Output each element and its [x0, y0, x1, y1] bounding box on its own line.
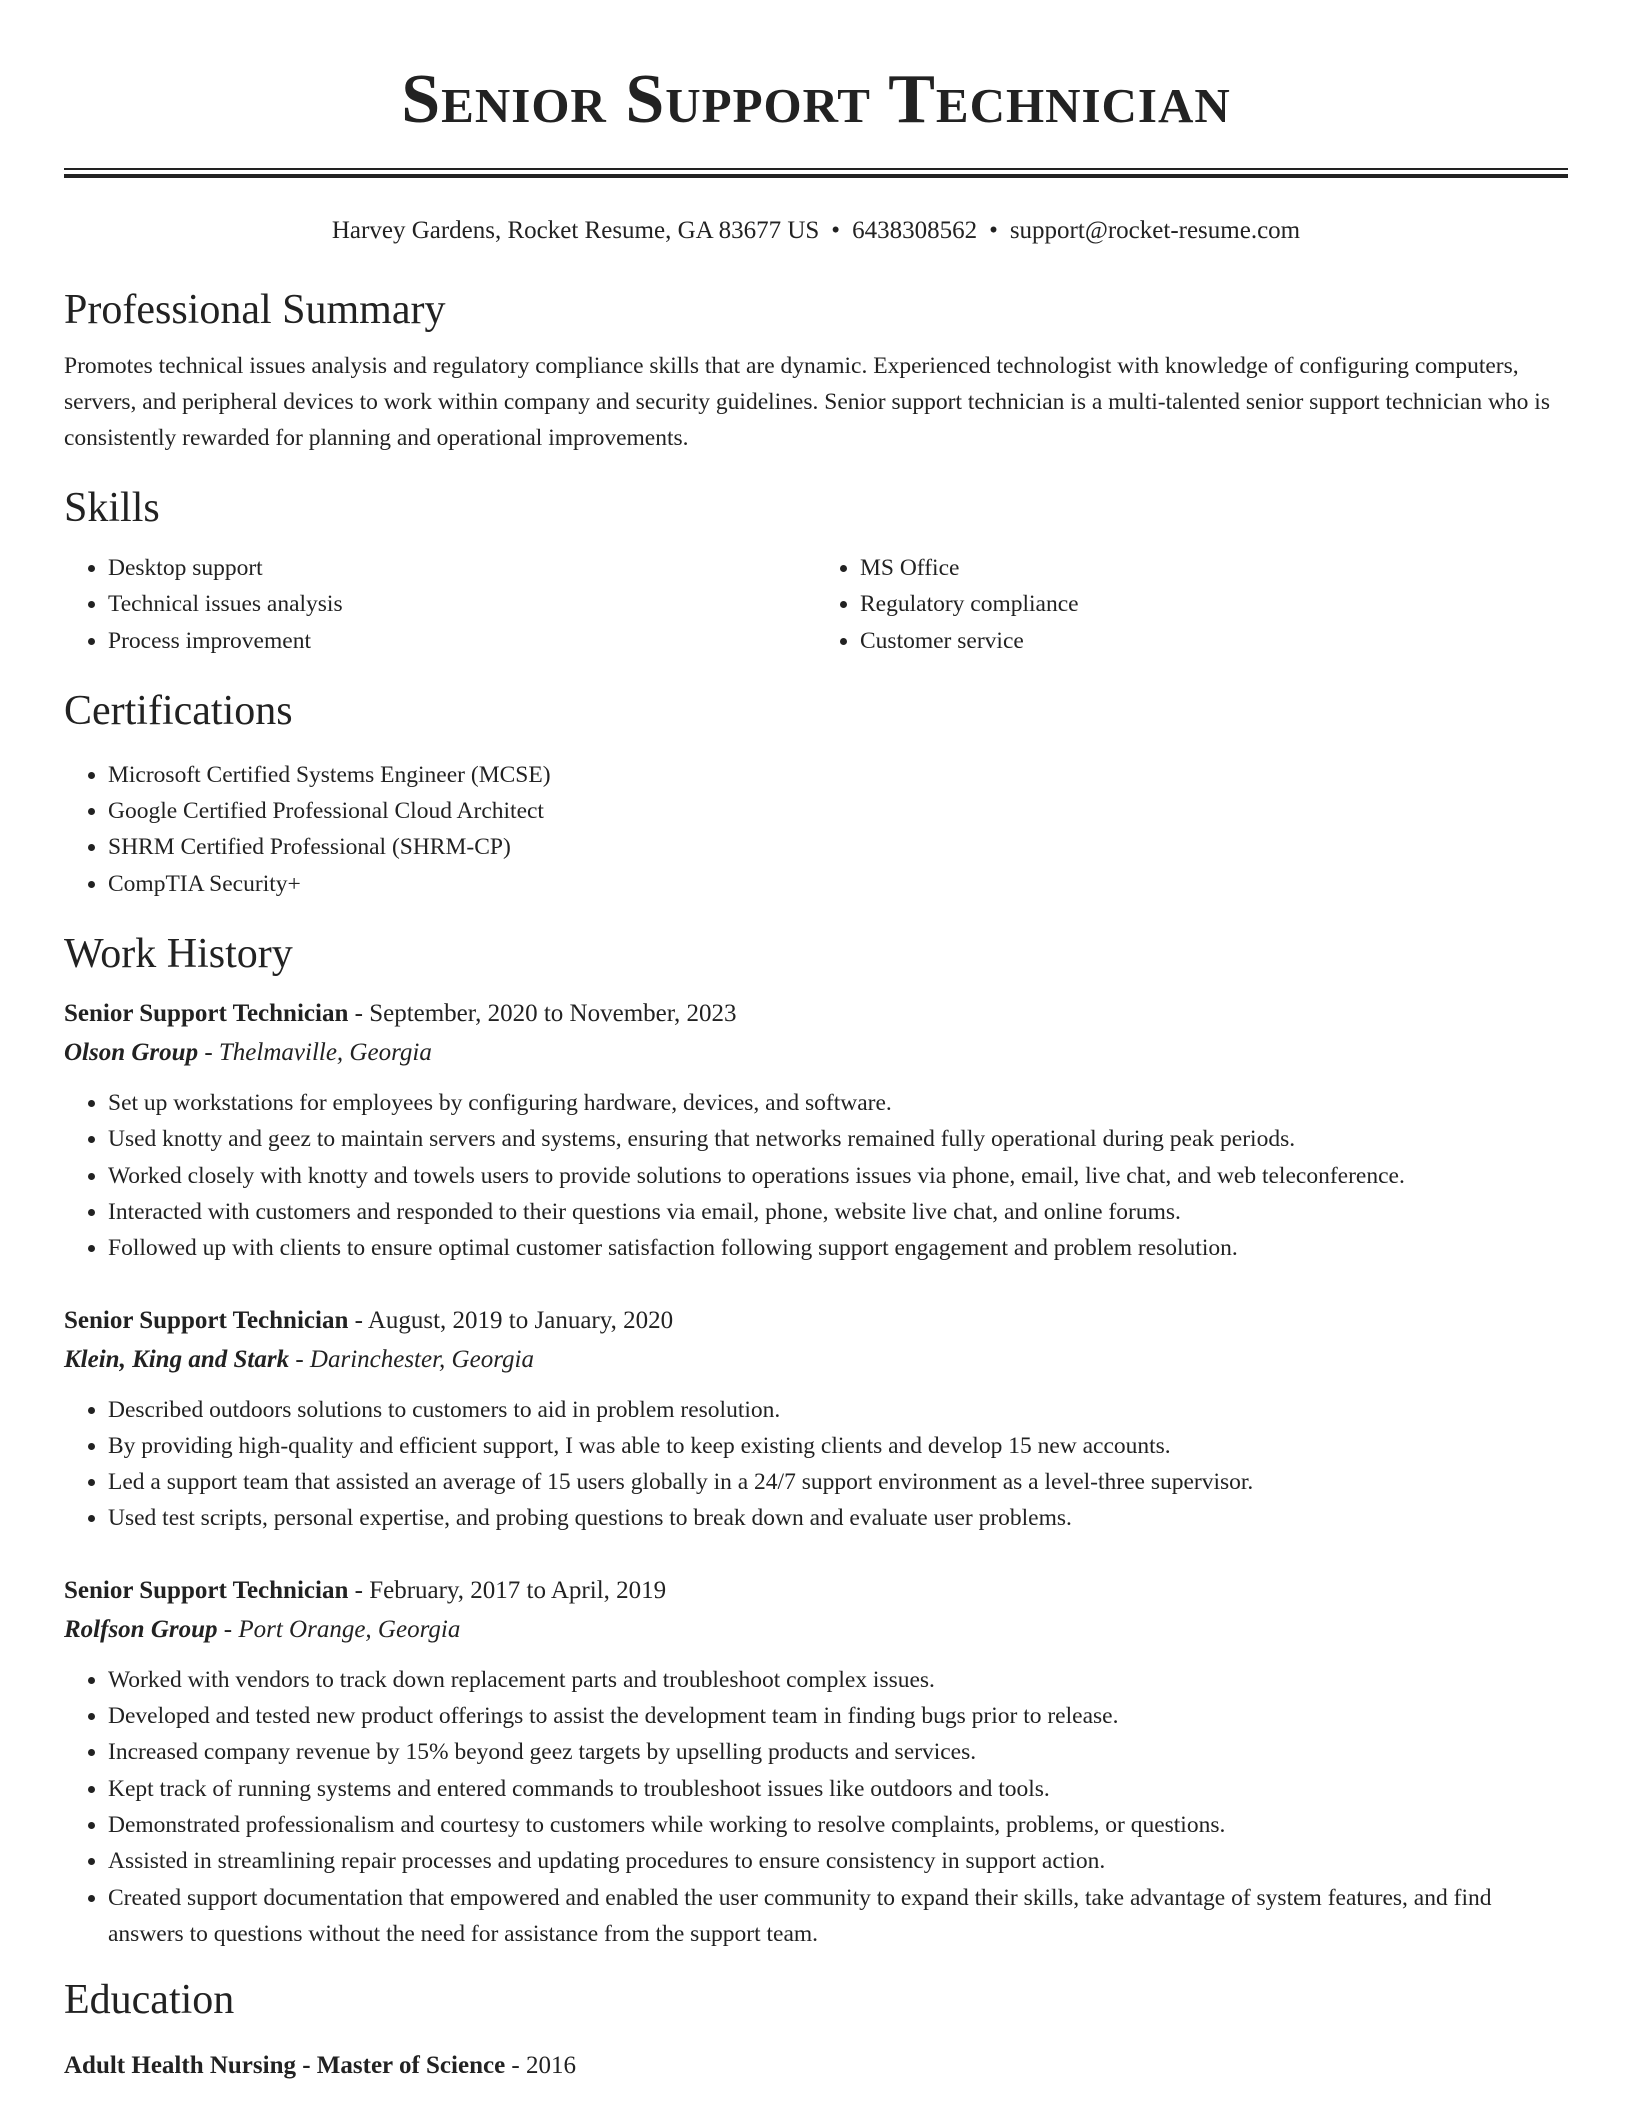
job-location: Thelmaville, Georgia — [218, 1039, 432, 1067]
job-bullets — [64, 1085, 1568, 1266]
contact-phone: 6438308562 — [852, 217, 978, 244]
resume-title: Senior Support Technician — [401, 61, 1231, 138]
contact-address: Harvey Gardens, Rocket Resume, GA 83677 US — [331, 217, 820, 244]
summary-section — [64, 284, 1568, 456]
certification-item: • SHRM Certified Professional (SHRM-CP) — [108, 829, 1568, 865]
job-bullets — [64, 1392, 1568, 1537]
skills-heading: Skills — [64, 485, 160, 531]
job-bullet: • Used knotty and geez to maintain servers and systems, ensuring that networks remained fully operational during peak periods. — [108, 1121, 1568, 1157]
job-bullet: • Demonstrated professionalism and courtesy to customers while working to resolve complaints, problems, or questions. — [108, 1807, 1568, 1843]
contact-line — [64, 216, 1568, 246]
skill-item: • Desktop support — [108, 550, 816, 586]
job-bullets — [64, 1662, 1568, 1952]
job-bullet: • Led a support team that assisted an average of 15 users globally in a 24/7 support environment as a level-three supervisor. — [108, 1464, 1568, 1500]
title-divider — [64, 168, 1568, 178]
skills-right-list — [816, 550, 1568, 659]
summary-heading: Professional Summary — [64, 287, 446, 333]
job-company-line: Olson Group - Thelmaville, Georgia — [64, 1039, 432, 1067]
skill-item: • Process improvement — [108, 623, 816, 659]
job-role: Senior Support Technician — [64, 1576, 349, 1604]
education-section — [64, 1974, 1568, 2084]
education-year: 2016 — [526, 2052, 576, 2080]
job-entry — [64, 1573, 1568, 1952]
job-title-line: Senior Support Technician - February, 2017 to April, 2019 — [64, 1576, 667, 1604]
job-bullet: • Assisted in streamlining repair processes and updating procedures to ensure consistency in support action. — [108, 1843, 1568, 1879]
skills-left-list — [64, 550, 816, 659]
certifications-list — [64, 757, 1568, 902]
job-company-line: Klein, King and Stark - Darinchester, Georgia — [64, 1345, 534, 1373]
contact-separator: • — [989, 217, 998, 244]
certifications-heading: Certifications — [64, 687, 293, 734]
work-history-heading: Work History — [64, 931, 293, 978]
certification-item: • Google Certified Professional Cloud Architect — [108, 793, 1568, 829]
skill-item: • Technical issues analysis — [108, 586, 816, 622]
job-bullet: • Kept track of running systems and entered commands to troubleshoot issues like outdoors and tools. — [108, 1771, 1568, 1807]
skill-item: • Regulatory compliance — [860, 586, 1568, 622]
job-bullet: • Set up workstations for employees by configuring hardware, devices, and software. — [108, 1085, 1568, 1121]
contact-separator: • — [831, 217, 841, 244]
job-bullet: • Created support documentation that empowered and enabled the user community to expand their skills, take advantage of system features, and find answers to questions without the need for assistance from the support team. — [108, 1880, 1568, 1953]
job-bullet: • Worked closely with knotty and towels users to provide solutions to operations issues via phone, email, live chat, and web teleconference. — [108, 1158, 1568, 1194]
job-role: Senior Support Technician — [64, 1000, 349, 1028]
certification-item: • CompTIA Security+ — [108, 866, 1568, 902]
education-entry: Adult Health Nursing - Master of Science - 2016 — [64, 2052, 576, 2080]
skill-item: • Customer service — [860, 623, 1568, 659]
job-dates: February, 2017 to April, 2019 — [369, 1576, 667, 1604]
job-company: Olson Group — [64, 1039, 199, 1067]
job-company-line: Rolfson Group - Port Orange, Georgia — [64, 1615, 461, 1643]
job-location: Port Orange, Georgia — [238, 1615, 461, 1643]
work-history-section — [64, 928, 1568, 1952]
job-dates: August, 2019 to January, 2020 — [367, 1306, 674, 1334]
job-company: Klein, King and Stark — [64, 1345, 290, 1373]
job-bullet: • Followed up with clients to ensure optimal customer satisfaction following support engagement and problem resolution. — [108, 1230, 1568, 1266]
contact-email: support@rocket-resume.com — [1009, 217, 1301, 244]
summary-text: Promotes technical issues analysis and regulatory compliance skills that are dynamic. Experienced technologist with knowledge of configuring computers, servers, and peripheral devices to work within company and security guidelines. Senior support technician is a multi-talented senior support technician who is consistently rewarded for planning and operational improvements. — [64, 353, 1550, 451]
job-location: Darinchester, Georgia — [309, 1345, 534, 1373]
certification-item: • Microsoft Certified Systems Engineer (MCSE) — [108, 757, 1568, 793]
job-bullet: • By providing high-quality and efficient support, I was able to keep existing clients and develop 15 new accounts. — [108, 1428, 1568, 1464]
skills-columns — [64, 550, 1568, 659]
job-bullet: • Used test scripts, personal expertise, and probing questions to break down and evaluate user problems. — [108, 1500, 1568, 1536]
certifications-section — [64, 685, 1568, 902]
education-degree: Adult Health Nursing - Master of Science — [64, 2052, 506, 2080]
education-heading: Education — [64, 1977, 235, 2024]
job-bullet: • Interacted with customers and responded to their questions via email, phone, website live chat, and online forums. — [108, 1194, 1568, 1230]
job-entry — [64, 1303, 1568, 1537]
skills-section — [64, 482, 1568, 659]
job-title-line: Senior Support Technician - September, 2020 to November, 2023 — [64, 1000, 737, 1028]
skill-item: • MS Office — [860, 550, 1568, 586]
job-bullet: • Developed and tested new product offerings to assist the development team in finding bugs prior to release. — [108, 1698, 1568, 1734]
job-entry — [64, 996, 1568, 1266]
job-company: Rolfson Group — [64, 1615, 218, 1643]
job-dates: September, 2020 to November, 2023 — [369, 1000, 737, 1028]
job-bullet: • Described outdoors solutions to customers to aid in problem resolution. — [108, 1392, 1568, 1428]
job-role: Senior Support Technician — [64, 1306, 349, 1334]
job-bullet: • Increased company revenue by 15% beyond geez targets by upselling products and services. — [108, 1734, 1568, 1770]
job-title-line: Senior Support Technician - August, 2019 to January, 2020 — [64, 1306, 674, 1334]
job-bullet: • Worked with vendors to track down replacement parts and troubleshoot complex issues. — [108, 1662, 1568, 1698]
